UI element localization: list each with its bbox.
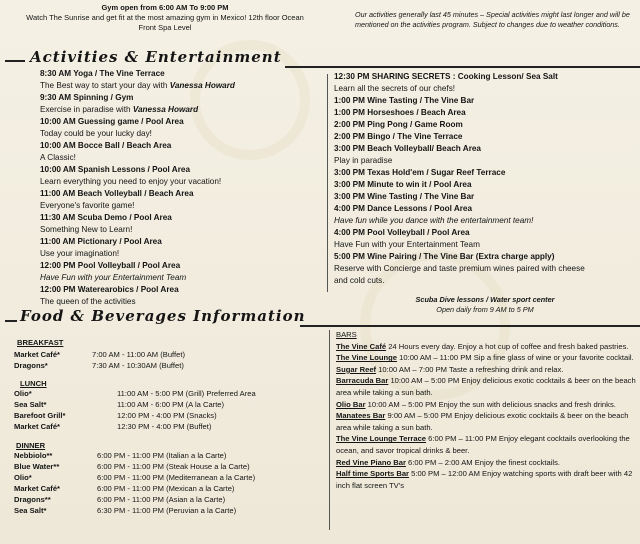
restaurant-row xyxy=(14,461,324,472)
activity-description xyxy=(40,248,330,260)
restaurant-hours: 12:00 PM - 4:00 PM (Snacks) xyxy=(117,411,217,420)
activity-text: 10:00 AM Bocce Ball / Beach Area xyxy=(40,141,172,150)
activity-description xyxy=(40,200,330,212)
activity-text: Learn all the secrets of our chefs! xyxy=(334,84,456,93)
bar-name: The Vine Lounge Terrace xyxy=(336,434,427,444)
activity-text: Have fun while you dance with the entertainment team! xyxy=(334,216,534,225)
bar-name: Manatees Bar xyxy=(336,411,386,421)
activity-text: Something New to Learn! xyxy=(40,225,133,234)
activity-text: 9:30 AM Spinning / Gym xyxy=(40,93,134,102)
activity-description xyxy=(334,239,634,251)
restaurant-row xyxy=(14,450,324,461)
heading-rule xyxy=(300,325,640,327)
activity-description xyxy=(334,215,634,227)
activity-entry xyxy=(40,188,330,200)
activity-host: Vanessa Howard xyxy=(169,81,235,90)
restaurant-row xyxy=(14,505,324,516)
activities-right-column xyxy=(334,71,634,287)
bar-entry xyxy=(336,399,636,411)
activity-text: 12:00 PM Waterearobics / Pool Area xyxy=(40,285,179,294)
activity-text: The queen of the activities xyxy=(40,297,136,306)
activity-description xyxy=(334,83,634,95)
activity-text: 3:00 PM Beach Volleyball/ Beach Area xyxy=(334,144,481,153)
scuba-line: Scuba Dive lessons / Water sport center xyxy=(415,295,555,304)
activity-text: 11:30 AM Scuba Demo / Pool Area xyxy=(40,213,172,222)
heading-rule xyxy=(5,60,25,62)
bar-description: 6:00 PM – 2:00 AM Enjoy the finest cocktails. xyxy=(405,457,560,467)
restaurant-hours: 11:00 AM - 5:00 PM (Grill) Preferred Area xyxy=(117,389,256,398)
activity-text: The Best way to start your day with xyxy=(40,81,170,90)
column-divider xyxy=(329,330,330,530)
food-heading: Food & Beverages Information xyxy=(20,307,306,325)
bar-entry xyxy=(336,375,636,398)
restaurant-row xyxy=(14,388,324,399)
activity-entry xyxy=(334,167,634,179)
restaurant-name: Olio* xyxy=(14,473,32,482)
bar-description: 10:00 AM – 5:00 PM Enjoy the sun with delicious snacks and fresh drinks. xyxy=(365,399,616,409)
bar-name: Olio Bar xyxy=(336,399,366,409)
bar-name: Red Vine Piano Bar xyxy=(336,457,406,467)
activity-text: 1:00 PM Wine Tasting / The Vine Bar xyxy=(334,96,475,105)
activity-entry xyxy=(40,212,330,224)
restaurant-name: Sea Salt* xyxy=(14,400,47,409)
activity-text: 2:00 PM Ping Pong / Game Room xyxy=(334,120,463,129)
restaurant-name: Dragons* xyxy=(14,361,48,370)
activity-text: Play in paradise xyxy=(334,156,393,165)
activity-description xyxy=(40,128,330,140)
bar-entry xyxy=(336,352,636,364)
bars-heading: BARS xyxy=(336,330,357,339)
restaurant-hours: 11:00 AM - 6:00 PM (A la Carte) xyxy=(117,400,225,409)
activity-host: Vanessa Howard xyxy=(132,105,199,114)
activity-entry xyxy=(334,227,634,239)
activity-text: Use your imagination! xyxy=(40,249,120,258)
activity-description xyxy=(40,104,330,116)
activity-text: Have Fun with your Entertainment Team xyxy=(334,240,480,249)
bar-entry xyxy=(336,364,636,376)
activity-text: Today could be your lucky day! xyxy=(40,129,152,138)
activity-entry xyxy=(40,140,330,152)
activity-entry xyxy=(40,164,330,176)
restaurant-hours: 6:00 PM - 11:00 PM (Asian a la Carte) xyxy=(97,495,226,504)
restaurant-name: Olio* xyxy=(14,389,32,398)
activity-entry xyxy=(334,143,634,155)
bar-entry xyxy=(336,457,636,469)
activity-entry xyxy=(334,179,634,191)
activity-entry xyxy=(334,95,634,107)
restaurant-hours: 6:00 PM - 11:00 PM (Italian a la Carte) xyxy=(97,451,227,460)
activity-entry xyxy=(334,131,634,143)
activity-text: 10:00 AM Guessing game / Pool Area xyxy=(40,117,184,126)
restaurant-name: Market Café* xyxy=(14,422,61,431)
bar-entry xyxy=(336,433,636,456)
activity-entry xyxy=(40,92,330,104)
bar-description: 10:00 AM – 11:00 PM Sip a fine glass of wine or your favorite cocktail. xyxy=(397,353,634,363)
bar-name: Barracuda Bar xyxy=(336,376,389,386)
scuba-line: Open daily from 9 AM to 5 PM xyxy=(436,305,534,314)
bar-description: 10:00 AM – 5:00 PM Enjoy delicious exotic cocktails & beer on the beach area while taking a sun bath. xyxy=(336,376,636,397)
dinner-heading: DINNER xyxy=(16,441,46,450)
dinner-list xyxy=(14,450,324,516)
restaurant-name: Nebbiolo** xyxy=(14,451,53,460)
bar-name: The Vine Lounge xyxy=(336,353,398,363)
activity-entry xyxy=(40,68,330,80)
activities-heading: Activities & Entertainment xyxy=(30,48,282,66)
restaurant-hours: 6:00 PM - 11:00 PM (Steak House a la Carte) xyxy=(97,462,250,471)
activity-text: Everyone's favorite game! xyxy=(40,201,135,210)
activity-text: 12:00 PM Pool Volleyball / Pool Area xyxy=(40,261,181,270)
activity-text: and cold cuts. xyxy=(334,276,385,285)
restaurant-name: Market Café* xyxy=(14,350,61,359)
restaurant-name: Dragons** xyxy=(14,495,51,504)
heading-rule xyxy=(285,66,640,68)
activities-left-column xyxy=(40,68,330,308)
activity-text: 3:00 PM Wine Tasting / The Vine Bar xyxy=(334,192,475,201)
column-divider xyxy=(327,74,328,292)
bar-description: 6:00 PM – 11:00 PM Enjoy elegant cocktails overlooking the ocean, and savor tropical drinks & beer. xyxy=(336,434,630,455)
restaurant-name: Barefoot Grill* xyxy=(14,411,66,420)
restaurant-hours: 6:30 PM - 11:00 PM (Peruvian a la Carte) xyxy=(97,506,237,515)
restaurant-hours: 7:30 AM - 10:30AM (Buffet) xyxy=(92,361,184,370)
gym-description-line: Watch The Sunrise and get fit at the most amazing gym in Mexico! 12th floor Ocean xyxy=(26,13,304,22)
lunch-heading: LUNCH xyxy=(20,379,47,388)
restaurant-name: Sea Salt* xyxy=(14,506,47,515)
restaurant-row xyxy=(14,349,324,360)
activity-text: 2:00 PM Bingo / The Vine Terrace xyxy=(334,132,463,141)
activity-text: 10:00 AM Spanish Lessons / Pool Area xyxy=(40,165,190,174)
restaurant-hours: 6:00 PM - 11:00 PM (Mexican a la Carte) xyxy=(97,484,235,493)
restaurant-name: Market Café* xyxy=(14,484,61,493)
activity-text: Exercise in paradise with xyxy=(40,105,133,114)
bar-description: 5:00 PM – 12:00 AM Enjoy watching sports with draft beer with 42 inch flat screen TV's xyxy=(336,469,633,490)
bar-description: 10:00 AM – 7:00 PM Taste a refreshing drink and relax. xyxy=(376,364,564,374)
activity-text: Learn everything you need to enjoy your vacation! xyxy=(40,177,222,186)
activity-text: Have Fun with your Entertainment Team xyxy=(40,273,187,282)
restaurant-hours: 6:00 PM - 11:00 PM (Mediterranean a la Carte) xyxy=(97,473,256,482)
bar-name: The Vine Café xyxy=(336,341,387,351)
bar-description: 24 Hours every day. Enjoy a hot cup of coffee and fresh baked pastries. xyxy=(386,341,629,351)
activity-description xyxy=(334,275,634,287)
bars-list xyxy=(336,341,636,492)
activity-description xyxy=(40,176,330,188)
activity-text: 3:00 PM Texas Hold'em / Sugar Reef Terrace xyxy=(334,168,506,177)
activity-description xyxy=(40,80,330,92)
activity-entry xyxy=(334,251,634,263)
activity-text: 4:00 PM Dance Lessons / Pool Area xyxy=(334,204,473,213)
heading-rule xyxy=(5,320,17,322)
activity-text: 3:00 PM Minute to win it / Pool Area xyxy=(334,180,472,189)
activities-note: Our activities generally last 45 minutes – Special activities might last longer and will be mentioned on the activities program. Subject to changes due to weather conditions. xyxy=(355,10,630,29)
restaurant-row xyxy=(14,472,324,483)
bar-entry xyxy=(336,410,636,433)
activity-text: Reserve with Concierge and taste premium wines paired with cheese xyxy=(334,264,585,273)
activity-text: 4:00 PM Pool Volleyball / Pool Area xyxy=(334,228,470,237)
breakfast-heading: BREAKFAST xyxy=(17,338,64,347)
activity-description xyxy=(334,263,634,275)
scuba-info xyxy=(380,295,590,315)
activity-entry xyxy=(40,284,330,296)
restaurant-hours: 7:00 AM - 11:00 AM (Buffet) xyxy=(92,350,185,359)
activity-text: 1:00 PM Horseshoes / Beach Area xyxy=(334,108,466,117)
bar-name: Half time Sports Bar xyxy=(336,469,410,479)
restaurant-row xyxy=(14,410,324,421)
activity-text: 11:00 AM Pictionary / Pool Area xyxy=(40,237,162,246)
restaurant-hours: 12:30 PM - 4:00 PM (Buffet) xyxy=(117,422,212,431)
activity-entry xyxy=(334,203,634,215)
activity-text: 5:00 PM Wine Pairing / The Vine Bar (Extra charge apply) xyxy=(334,252,555,261)
restaurant-row xyxy=(14,421,324,432)
food-left-column xyxy=(14,338,324,516)
activity-description xyxy=(40,152,330,164)
activity-entry xyxy=(334,191,634,203)
activity-entry xyxy=(334,71,634,83)
activity-entry xyxy=(334,107,634,119)
restaurant-row xyxy=(14,494,324,505)
activity-entry xyxy=(334,119,634,131)
activity-entry xyxy=(40,116,330,128)
activity-text: 8:30 AM Yoga / The Vine Terrace xyxy=(40,69,165,78)
breakfast-list xyxy=(14,349,324,371)
gym-hours xyxy=(0,3,330,33)
activity-text: A Classic! xyxy=(40,153,76,162)
bar-description: 9:00 AM – 5:00 PM Enjoy delicious exotic cocktails & beer on the beach area while taking a sun bath. xyxy=(336,411,629,432)
activity-description xyxy=(40,272,330,284)
activity-text: 11:00 AM Beach Volleyball / Beach Area xyxy=(40,189,194,198)
lunch-list xyxy=(14,388,324,432)
restaurant-row xyxy=(14,483,324,494)
bar-entry xyxy=(336,341,636,353)
activity-entry xyxy=(40,260,330,272)
activity-description xyxy=(40,224,330,236)
activity-text: 12:30 PM SHARING SECRETS : Cooking Lesson/ Sea Salt xyxy=(334,72,558,81)
restaurant-name: Blue Water** xyxy=(14,462,60,471)
gym-description-line: Front Spa Level xyxy=(138,23,192,32)
gym-hours-line: Gym open from 6:00 AM To 9:00 PM xyxy=(101,3,229,12)
activity-entry xyxy=(40,236,330,248)
restaurant-row xyxy=(14,360,324,371)
activity-description xyxy=(334,155,634,167)
bar-name: Sugar Reef xyxy=(336,364,377,374)
bar-entry xyxy=(336,468,636,491)
restaurant-row xyxy=(14,399,324,410)
bars-column xyxy=(336,329,636,491)
